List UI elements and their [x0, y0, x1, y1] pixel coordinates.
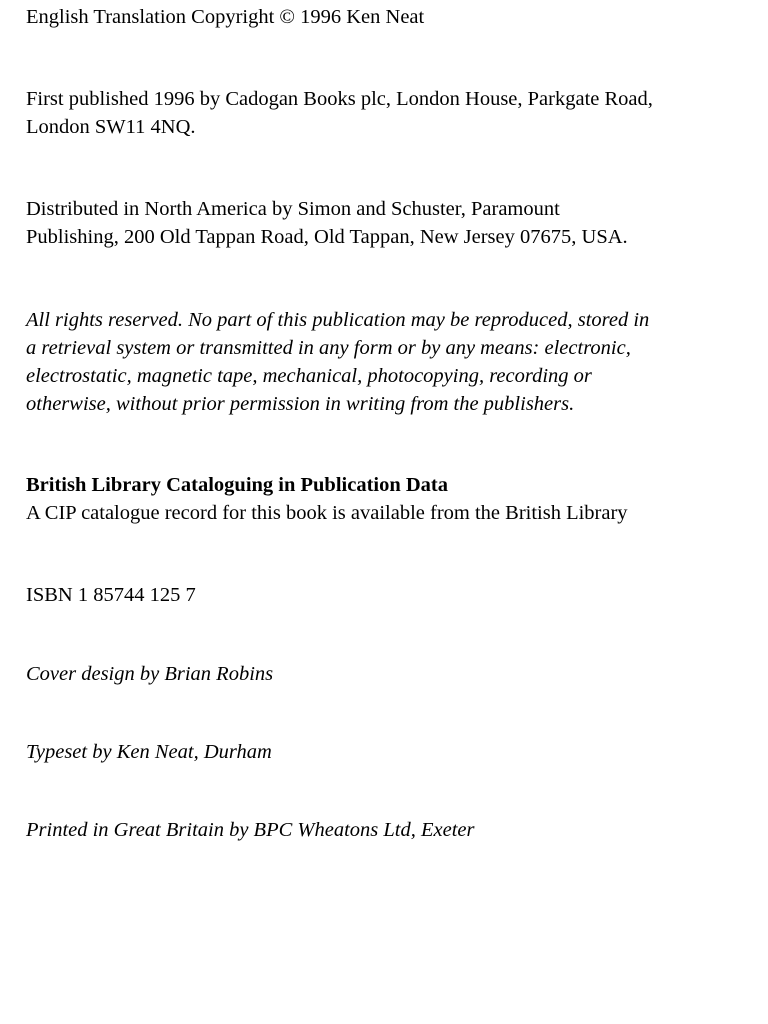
- rights-line-1: All rights reserved. No part of this publication may be reproduced, stored in: [26, 309, 650, 331]
- rights-notice: [26, 306, 756, 418]
- cover-design-credit: [26, 660, 756, 688]
- typeset-line: Typeset by Ken Neat, Durham: [26, 741, 272, 763]
- publication-line-2: London SW11 4NQ.: [26, 116, 196, 138]
- distribution-line-2: Publishing, 200 Old Tappan Road, Old Tappan, New Jersey 07675, USA.: [26, 226, 628, 248]
- rights-line-2: a retrieval system or transmitted in any form or by any means: electronic,: [26, 337, 631, 359]
- rights-line-4: otherwise, without prior permission in writing from the publishers.: [26, 393, 575, 415]
- cataloguing-heading: British Library Cataloguing in Publication Data: [26, 474, 449, 496]
- rights-line-3: electrostatic, magnetic tape, mechanical, photocopying, recording or: [26, 365, 592, 387]
- cover-design-line: Cover design by Brian Robins: [26, 663, 274, 685]
- publication-info: [26, 85, 756, 141]
- copyright-notice: [26, 3, 756, 31]
- copyright-line: English Translation Copyright © 1996 Ken Neat: [26, 6, 425, 28]
- publication-line-1: First published 1996 by Cadogan Books plc, London House, Parkgate Road,: [26, 88, 653, 110]
- cataloguing-info: [26, 471, 756, 527]
- printer-credit: [26, 816, 756, 844]
- typeset-credit: [26, 738, 756, 766]
- isbn: [26, 581, 756, 609]
- isbn-line: ISBN 1 85744 125 7: [26, 584, 196, 606]
- distribution-info: [26, 195, 756, 251]
- printer-line: Printed in Great Britain by BPC Wheatons Ltd, Exeter: [26, 819, 475, 841]
- distribution-line-1: Distributed in North America by Simon and Schuster, Paramount: [26, 198, 560, 220]
- cataloguing-text: A CIP catalogue record for this book is available from the British Library: [26, 502, 628, 524]
